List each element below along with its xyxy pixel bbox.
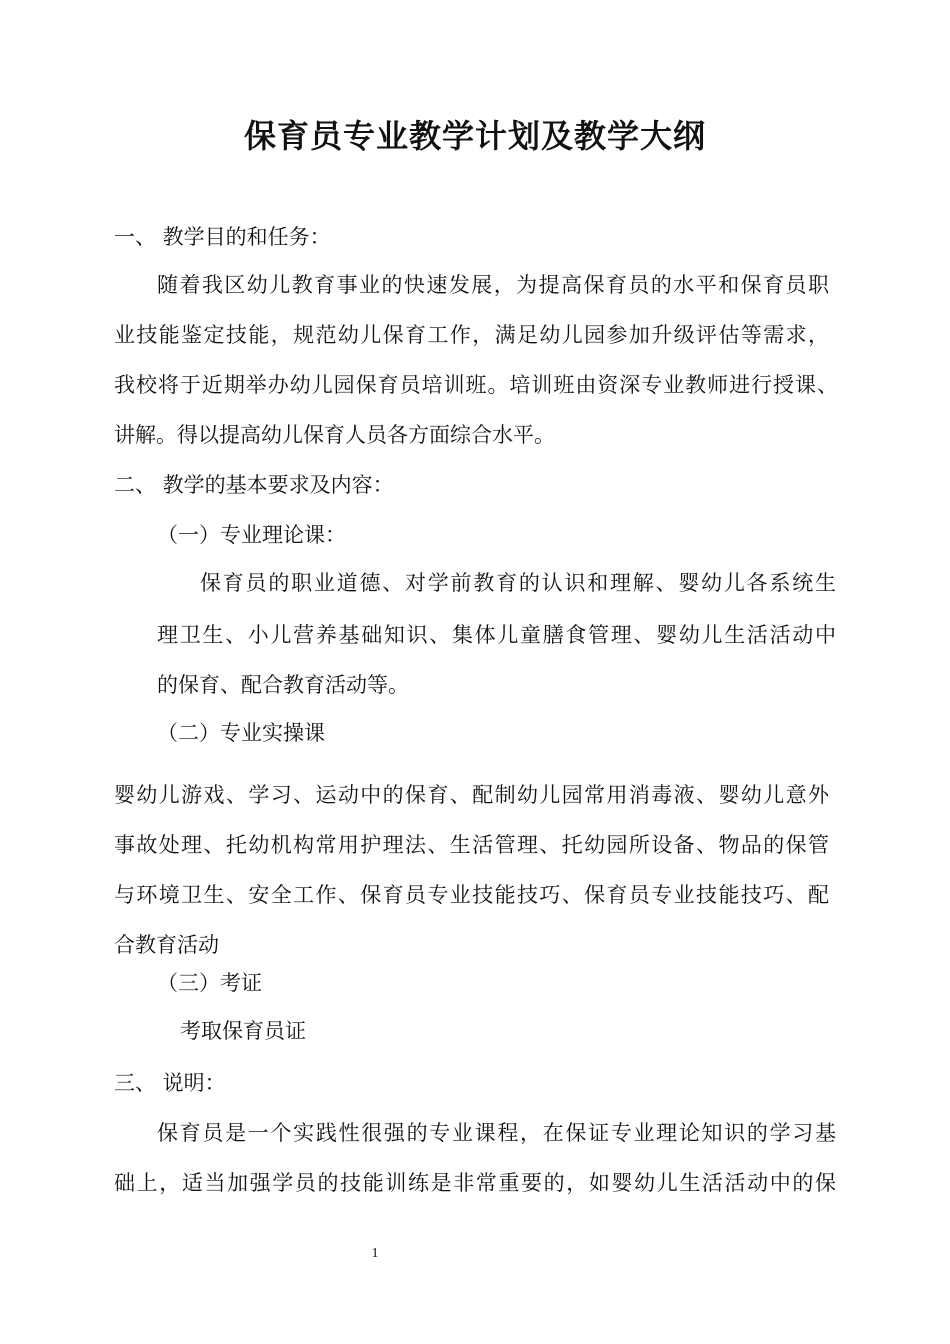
subsection-1-line-3: 的保育、配合教育活动等。 — [157, 673, 409, 697]
subsection-2-heading: （二）专业实操课 — [157, 721, 325, 745]
section-1-line-3: 我校将于近期举办幼儿园保育员培训班。培训班由资深专业教师进行授课、 — [114, 373, 838, 397]
section-3-line-2: 础上，适当加强学员的技能训练是非常重要的，如婴幼儿生活活动中的保 — [114, 1171, 836, 1195]
section-3-line-1: 保育员是一个实践性很强的专业课程，在保证专业理论知识的学习基 — [157, 1121, 836, 1145]
section-3-heading: 三、 说明： — [114, 1071, 226, 1095]
subsection-1-line-1: 保育员的职业道德、对学前教育的认识和理解、婴幼儿各系统生 — [200, 571, 836, 595]
section-1-heading: 一、 教学目的和任务： — [114, 225, 331, 249]
subsection-1-heading: （一）专业理论课： — [157, 523, 346, 547]
subsection-2-line-4: 合教育活动 — [114, 933, 219, 957]
document-title: 保育员专业教学计划及教学大纲 — [243, 117, 706, 155]
section-1-line-4: 讲解。得以提高幼儿保育人员各方面综合水平。 — [114, 423, 555, 447]
subsection-3-heading: （三）考证 — [157, 971, 262, 995]
page-number: 1 — [371, 1246, 379, 1261]
section-2-heading: 二、 教学的基本要求及内容： — [114, 473, 394, 497]
subsection-2-line-2: 事故处理、托幼机构常用护理法、生活管理、托幼园所设备、物品的保管 — [114, 833, 829, 857]
section-1-line-2: 业技能鉴定技能，规范幼儿保育工作，满足幼儿园参加升级评估等需求， — [114, 323, 829, 347]
section-1-line-1: 随着我区幼儿教育事业的快速发展，为提高保育员的水平和保育员职 — [157, 273, 829, 297]
subsection-2-line-3: 与环境卫生、安全工作、保育员专业技能技巧、保育员专业技能技巧、配 — [114, 883, 829, 907]
subsection-1-line-2: 理卫生、小儿营养基础知识、集体儿童膳食管理、婴幼儿生活活动中 — [157, 623, 836, 647]
subsection-2-line-1: 婴幼儿游戏、学习、运动中的保育、配制幼儿园常用消毒液、婴幼儿意外 — [114, 783, 829, 807]
subsection-3-line-1: 考取保育员证 — [180, 1019, 306, 1043]
